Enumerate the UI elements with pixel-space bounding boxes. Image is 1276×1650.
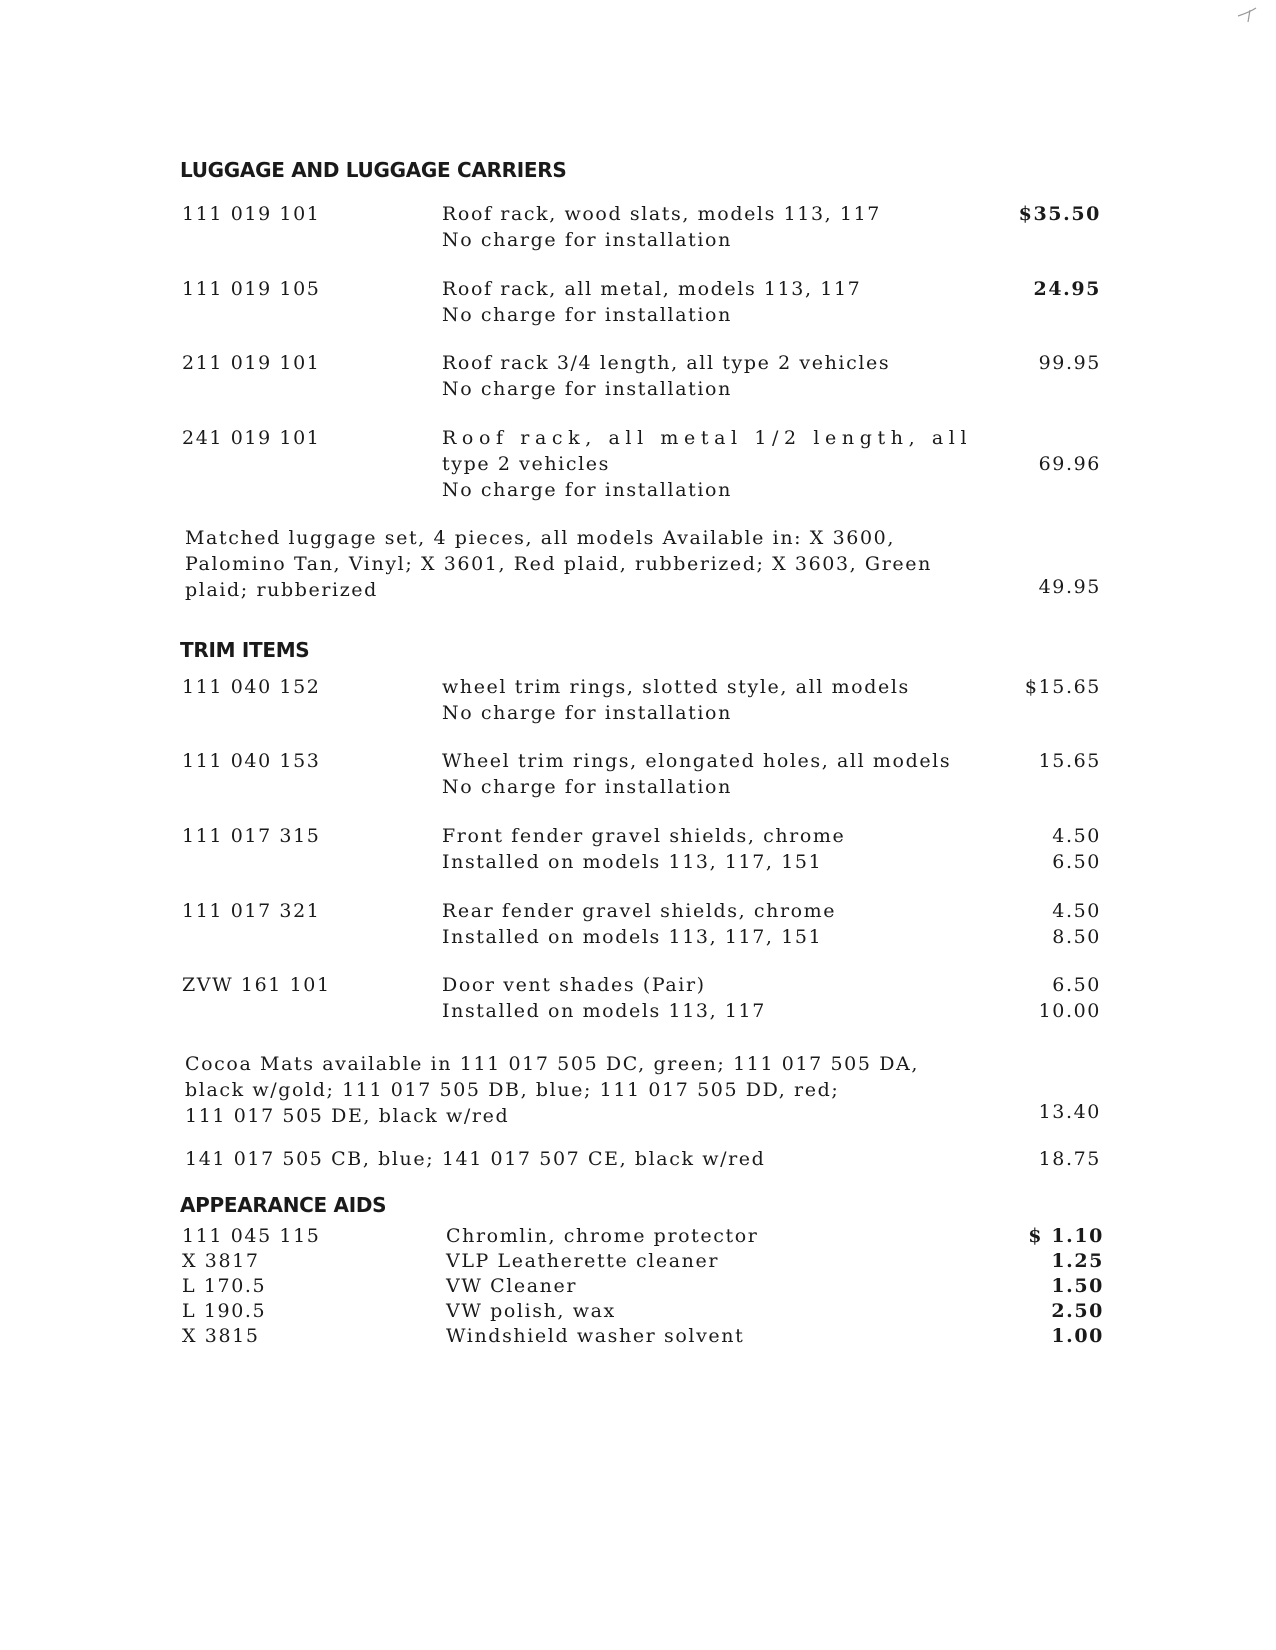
note-line: Matched luggage set, 4 pieces, all models Available in: X 3600, xyxy=(185,527,895,549)
item-description xyxy=(442,350,1002,402)
item-description xyxy=(442,276,1002,328)
desc-line: No charge for installation xyxy=(442,776,732,798)
desc-line: No charge for installation xyxy=(442,304,732,326)
price-value: $15.65 xyxy=(1024,676,1101,698)
item-description xyxy=(442,898,1002,950)
part-number: 111 019 101 xyxy=(182,203,321,225)
item-price xyxy=(1025,674,1101,700)
desc-line: Roof rack 3/4 length, all type 2 vehicles xyxy=(442,352,891,374)
item-price xyxy=(1052,898,1101,950)
price-value: 2.50 xyxy=(1051,1300,1104,1322)
part-number: 111 040 152 xyxy=(182,676,321,698)
part-number: L 190.5 xyxy=(182,1300,267,1322)
desc-line: type 2 vehicles xyxy=(442,453,610,475)
note-line: plaid; rubberized xyxy=(185,579,378,601)
price-value: 1.50 xyxy=(1051,1275,1104,1297)
cocoa-mats-note xyxy=(185,1051,919,1129)
desc-line: Rear fender gravel shields, chrome xyxy=(442,900,837,922)
section-title-trim: TRIM ITEMS xyxy=(180,638,310,662)
price-value: 4.50 xyxy=(1052,900,1101,922)
desc-line: Installed on models 113, 117, 151 xyxy=(442,851,823,873)
desc-line: Installed on models 113, 117, 151 xyxy=(442,926,823,948)
desc-line: Door vent shades (Pair) xyxy=(442,974,706,996)
desc-line: Installed on models 113, 117 xyxy=(442,1000,766,1022)
item-price xyxy=(1019,201,1101,227)
item-price xyxy=(1052,823,1101,875)
price-value: 6.50 xyxy=(1052,974,1101,996)
price-value: 10.00 xyxy=(1038,1000,1101,1022)
item-description xyxy=(442,823,1002,875)
part-number: 111 040 153 xyxy=(182,750,321,772)
desc-line: Roof rack, wood slats, models 113, 117 xyxy=(442,203,881,225)
price-value: 8.50 xyxy=(1052,926,1101,948)
desc-line: Roof rack, all metal, models 113, 117 xyxy=(442,278,862,300)
price-value: $ 1.10 xyxy=(1028,1225,1104,1247)
price-value: 1.00 xyxy=(1051,1325,1104,1347)
desc-line: wheel trim rings, slotted style, all models xyxy=(442,676,910,698)
part-number: ZVW 161 101 xyxy=(182,974,331,996)
item-description: VW Cleaner xyxy=(446,1275,578,1297)
part-number: 111 019 105 xyxy=(182,278,321,300)
price-value: 6.50 xyxy=(1052,851,1101,873)
part-number: 211 019 101 xyxy=(182,352,321,374)
price-column xyxy=(1028,1224,1104,1349)
luggage-set-note xyxy=(185,525,932,603)
part-number: X 3817 xyxy=(182,1250,260,1272)
note-line: Cocoa Mats available in 111 017 505 DC, green; 111 017 505 DA, xyxy=(185,1053,919,1075)
item-description: Windshield washer solvent xyxy=(446,1325,745,1347)
luggage-set-price: 49.95 xyxy=(1038,576,1101,598)
note-line: 141 017 505 CB, blue; 141 017 507 CE, black w/red xyxy=(185,1148,766,1170)
part-number: 111 017 315 xyxy=(182,825,321,847)
item-description xyxy=(442,201,1002,253)
price-value: 24.95 xyxy=(1033,278,1101,300)
price-value: 69.96 xyxy=(1038,453,1101,475)
part-number: 111 017 321 xyxy=(182,900,321,922)
item-price xyxy=(1039,451,1101,477)
price-value: 4.50 xyxy=(1052,825,1101,847)
item-description xyxy=(442,674,1002,726)
part-number-column xyxy=(182,1224,320,1349)
part-number: 111 045 115 xyxy=(182,1225,321,1247)
price-value: 99.95 xyxy=(1038,352,1101,374)
item-description: VW polish, wax xyxy=(446,1300,616,1322)
item-description xyxy=(442,748,1002,800)
item-description xyxy=(442,425,1002,503)
pen-mark-icon xyxy=(1236,6,1258,24)
description-column xyxy=(446,1224,1006,1349)
desc-line: Wheel trim rings, elongated holes, all models xyxy=(442,750,952,772)
item-price xyxy=(1039,972,1101,1024)
note-line: 111 017 505 DE, black w/red xyxy=(185,1105,510,1127)
note-line: black w/gold; 111 017 505 DB, blue; 111 017 505 DD, red; xyxy=(185,1079,840,1101)
desc-line: No charge for installation xyxy=(442,479,732,501)
item-price xyxy=(1039,350,1101,376)
desc-line: No charge for installation xyxy=(442,378,732,400)
item-description: VLP Leatherette cleaner xyxy=(446,1250,720,1272)
note-line: Palomino Tan, Vinyl; X 3601, Red plaid, rubberized; X 3603, Green xyxy=(185,553,932,575)
cocoa-mats-price-2: 18.75 xyxy=(1038,1148,1101,1170)
price-value: $35.50 xyxy=(1018,203,1101,225)
item-description xyxy=(442,972,1002,1024)
item-price xyxy=(1034,276,1102,302)
desc-line: No charge for installation xyxy=(442,702,732,724)
item-price xyxy=(1039,748,1101,774)
section-title-luggage: LUGGAGE AND LUGGAGE CARRIERS xyxy=(180,158,567,182)
price-value: 1.25 xyxy=(1051,1250,1104,1272)
part-number: L 170.5 xyxy=(182,1275,267,1297)
section-title-appearance: APPEARANCE AIDS xyxy=(180,1193,387,1217)
desc-line: Roof rack, all metal 1/2 length, all xyxy=(442,427,973,449)
part-number: X 3815 xyxy=(182,1325,260,1347)
cocoa-mats-price: 13.40 xyxy=(1038,1101,1101,1123)
part-number: 241 019 101 xyxy=(182,427,321,449)
price-value: 15.65 xyxy=(1038,750,1101,772)
item-description: Chromlin, chrome protector xyxy=(446,1225,759,1247)
desc-line: No charge for installation xyxy=(442,229,732,251)
cocoa-mats-note-2 xyxy=(185,1146,765,1172)
desc-line: Front fender gravel shields, chrome xyxy=(442,825,846,847)
